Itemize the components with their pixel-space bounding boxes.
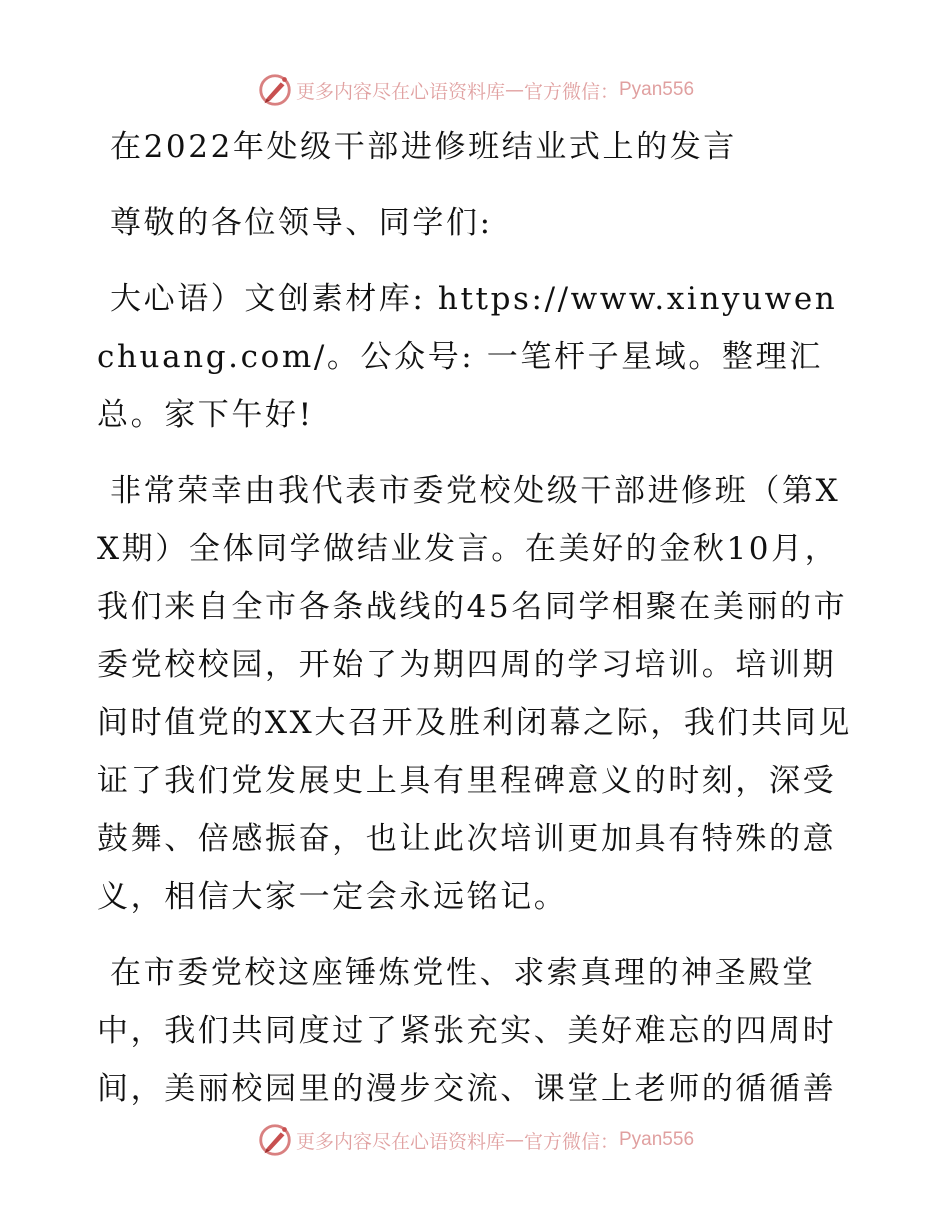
document-body <box>97 118 857 1118</box>
watermark-separator: — <box>504 1129 524 1151</box>
source-note: 大心语）文创素材库: https://www.xinyuwenchuang.com/。公众号: 一笔杆子星域。整理汇总。家下午好! <box>97 281 838 433</box>
watermark-label: 官方微信： <box>523 1130 619 1153</box>
watermark-text: 更多内容尽在心语资料库 <box>295 80 505 103</box>
pen-circle-logo-icon <box>256 1121 294 1159</box>
document-greeting: 尊敬的各位领导、同学们: <box>110 205 493 241</box>
document-title: 在2022年处级干部进修班结业式上的发言 <box>110 129 737 165</box>
paragraph-2: 在市委党校这座锤炼党性、求索真理的神圣殿堂中，我们共同度过了紧张充实、美好难忘的四周时间，美丽校园里的漫步交流、课堂上老师的循循善 <box>97 955 837 1107</box>
footer-watermark <box>0 1120 950 1160</box>
header-watermark <box>0 70 950 110</box>
watermark-label: 官方微信： <box>523 80 619 103</box>
watermark-id: Pyan556 <box>619 79 695 100</box>
watermark-id: Pyan556 <box>619 1129 695 1150</box>
watermark-text: 更多内容尽在心语资料库 <box>295 1130 505 1153</box>
watermark-separator: — <box>504 79 524 101</box>
pen-circle-logo-icon <box>256 71 294 109</box>
paragraph-1: 非常荣幸由我代表市委党校处级干部进修班（第XX期）全体同学做结业发言。在美好的金秋10月，我们来自全市各条战线的45名同学相聚在美丽的市委党校校园，开始了为期四周的学习培训。培训期间时值党的XX大召开及胜利闭幕之际，我们共同见证了我们党发展史上具有里程碑意义的时刻，深受鼓舞、倍感振奋，也让此次培训更加具有特殊的意义，相信大家一定会永远铭记。 <box>97 473 852 915</box>
